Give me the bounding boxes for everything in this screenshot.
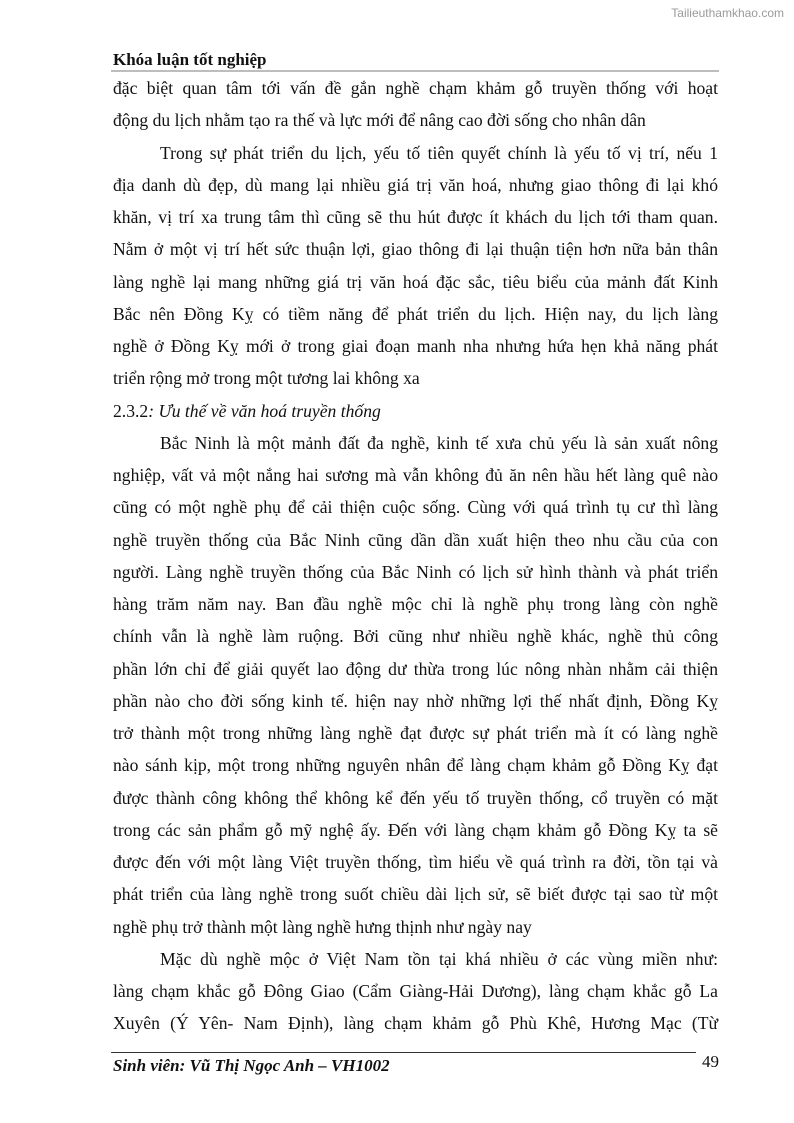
text-line: được thành công không thể không kể đến yếu tố truyền thống, cổ truyền có mặt: [113, 787, 718, 808]
page-header-title: Khóa luận tốt nghiệp: [113, 50, 267, 69]
text-line: người. Làng nghề truyền thống của Bắc Ninh có lịch sử hình thành và phát triển: [113, 561, 718, 582]
paragraph-block-1: [113, 72, 718, 395]
text-line: khăn, vị trí xa trung tâm thì cũng sẽ thu hút được ít khách du lịch tới tham quan.: [113, 207, 718, 227]
text-line: cũng có một nghề phụ để cải thiện cuộc sống. Cùng với quá trình tụ cư thì làng: [113, 497, 718, 518]
text-line: nghề phụ trở thành một làng nghề hưng thịnh như ngày nay: [113, 916, 532, 937]
text-line: được đến với một làng Việt truyền thống, tìm hiểu về quá trình ra đời, tồn tại và: [113, 852, 718, 872]
text-line: Nằm ở một vị trí hết sức thuận lợi, giao thông đi lại thuận tiện hơn nữa bản thân: [113, 239, 718, 260]
text-line: nghề truyền thống của Bắc Ninh cũng dần dần xuất hiện theo nhu cầu của con: [113, 529, 718, 550]
text-line: Mặc dù nghề mộc ở Việt Nam tồn tại khá nhiều ở các vùng miền như:: [160, 948, 718, 969]
text-line: Bắc Ninh là một mảnh đất đa nghề, kinh tế xưa chủ yếu là sản xuất nông: [160, 432, 718, 453]
paragraph-block-2: [113, 427, 718, 1040]
text-line: động du lịch nhằm tạo ra thế và lực mới để nâng cao đời sống cho nhân dân: [113, 110, 646, 131]
text-line: phần lớn chỉ để giải quyết lao động dư thừa trong lúc nông nhàn nhằm cải thiện: [113, 658, 718, 679]
text-line: hàng trăm năm nay. Ban đầu nghề mộc chỉ là nghề phụ trong làng còn nghề: [113, 594, 718, 614]
text-line: chính vẫn là nghề làm ruộng. Bởi cũng như nhiều nghề khác, nghề thủ công: [113, 626, 718, 647]
text-line: triển rộng mở trong một tương lai không xa: [113, 368, 420, 389]
section-title: : Ưu thế về văn hoá truyền thống: [148, 400, 381, 421]
text-line: địa danh dù đẹp, dù mang lại nhiều giá trị văn hoá, nhưng giao thông đi lại khó: [113, 174, 718, 195]
section-number: 2.3.2: [113, 400, 149, 421]
text-line: Bắc nên Đồng Kỵ có tiềm năng để phát triển du lịch. Hiện nay, du lịch làng: [113, 303, 718, 324]
text-line: phát triển của làng nghề trong suốt chiều dài lịch sử, sẽ biết được tại sao từ một: [113, 884, 718, 905]
text-line: trở thành một trong những làng nghề đạt được sự phát triển mà ít có làng nghề: [113, 723, 718, 743]
footer-rule: [111, 1052, 696, 1053]
section-heading: [113, 395, 718, 427]
document-body: [113, 72, 718, 1040]
text-line: phần nào cho đời sống kinh tế. hiện nay nhờ những lợi thế nhất định, Đồng Kỵ: [113, 690, 718, 711]
text-line: nào sánh kịp, một trong những nguyên nhân để làng chạm khảm gỗ Đồng Kỵ đạt: [113, 755, 718, 776]
text-line: Xuyên (Ý Yên- Nam Định), làng chạm khảm gỗ Phù Khê, Hương Mạc (Từ: [113, 1013, 718, 1034]
watermark: Tailieuthamkhao.com: [671, 6, 784, 20]
text-line: Trong sự phát triển du lịch, yếu tố tiên quyết chính là yếu tố vị trí, nếu 1: [160, 142, 718, 163]
text-line: làng chạm khắc gỗ Đông Giao (Cẩm Giàng-Hải Dương), làng chạm khắc gỗ La: [113, 981, 718, 1001]
text-line: nghiệp, vất vả một nắng hai sương mà vẫn không đủ ăn nên hầu hết làng quê nào: [113, 465, 718, 485]
footer-student: Sinh viên: Vũ Thị Ngọc Anh – VH1002: [113, 1056, 390, 1075]
text-line: đặc biệt quan tâm tới vấn đề gắn nghề chạm khảm gỗ truyền thống với hoạt: [113, 78, 718, 98]
text-line: làng nghề lại mang những giá trị văn hoá đặc sắc, tiêu biểu của mảnh đất Kinh: [113, 271, 718, 292]
text-line: nghề ở Đồng Kỵ mới ở trong giai đoạn manh nha nhưng hứa hẹn khả năng phát: [113, 336, 718, 356]
page-number: 49: [702, 1052, 719, 1071]
text-line: trong các sản phẩm gỗ mỹ nghệ ấy. Đến với làng chạm khảm gỗ Đồng Kỵ ta sẽ: [113, 819, 718, 840]
